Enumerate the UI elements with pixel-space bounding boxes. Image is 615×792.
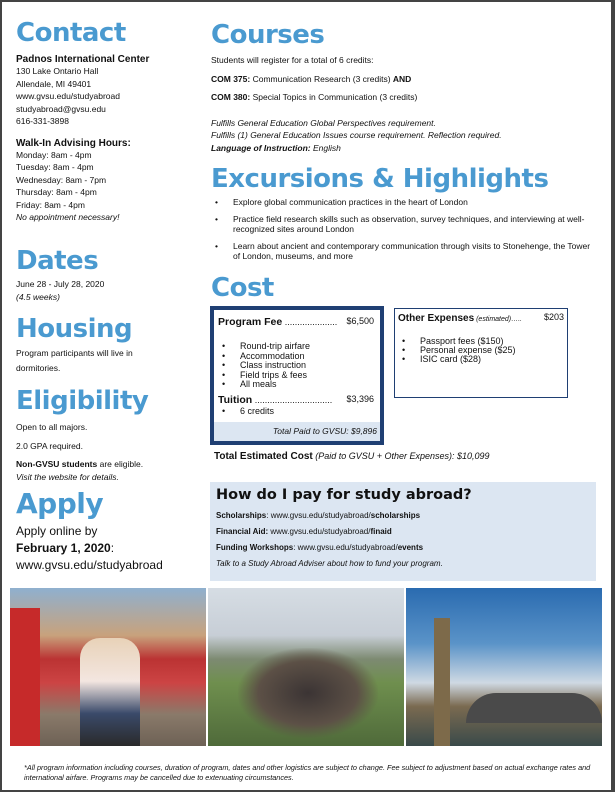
language-value: English xyxy=(310,142,341,153)
apply-text: Apply online by xyxy=(16,524,98,538)
eligibility-line: 2.0 GPA required. xyxy=(16,440,83,451)
course-1 xyxy=(211,73,601,86)
people xyxy=(80,638,140,746)
cost-heading: Cost xyxy=(211,273,274,303)
housing-text: Program participants will live in dormitories. xyxy=(16,348,133,373)
course-code: COM 380: xyxy=(211,92,251,102)
other-expenses-row xyxy=(395,309,567,324)
courses-heading: Courses xyxy=(211,20,325,50)
email-link[interactable]: studyabroad@gvsu.edu xyxy=(16,103,106,114)
program-item: • Class instruction xyxy=(218,361,376,371)
housing-heading: Housing xyxy=(16,314,133,344)
gen-ed-note: Fulfills General Education Global Perspectives requirement. xyxy=(211,117,436,128)
language-line xyxy=(211,142,601,155)
other-expenses-box xyxy=(394,308,568,398)
courses-intro: Students will register for a total of 6 credits: xyxy=(211,55,374,65)
courses-section xyxy=(211,22,601,154)
language-label: Language of Instruction: xyxy=(211,142,311,153)
excursion-item: • Practice field research skills such as observation, survey techniques, and interviewing at well-recognized sites around London xyxy=(211,214,591,235)
estimated-label: (estimated)….. xyxy=(474,316,523,323)
dots: ............................... xyxy=(252,394,333,405)
program-fee-label: Program Fee xyxy=(218,316,283,328)
program-fee-box xyxy=(210,306,384,445)
program-fee-row xyxy=(214,310,380,328)
eligibility-text: are eligible. xyxy=(97,459,144,469)
pay-heading: How do I pay for study abroad? xyxy=(216,487,472,503)
hours-line: Wednesday: 8am - 7pm xyxy=(16,174,107,185)
contact-line: 130 Lake Ontario Hall xyxy=(16,66,99,76)
org-name: Padnos International Center xyxy=(16,54,150,65)
scholarships-url-bold[interactable]: scholarships xyxy=(370,511,421,520)
excursion-item: • Explore global communication practices in the heart of London xyxy=(211,197,591,208)
flyer-page xyxy=(2,2,611,790)
course-2 xyxy=(211,91,601,104)
total-estimated-cost xyxy=(214,451,490,462)
excursions-heading: Excursions & Highlights xyxy=(211,164,549,194)
dates-range: June 28 - July 28, 2020 xyxy=(16,279,105,289)
london-street-photo xyxy=(10,588,206,746)
hours-note: No appointment necessary! xyxy=(16,212,120,222)
gen-ed-note: Fulfills (1) General Education Issues course requirement. Reflection required. xyxy=(211,130,502,140)
pay-box xyxy=(210,482,596,581)
course-name: Communication Research (3 credits) xyxy=(250,73,393,84)
workshops-url[interactable]: : www.gvsu.edu/studyabroad/ xyxy=(293,543,398,552)
contact-line: Allendale, MI 49401 xyxy=(16,78,92,89)
contact-section xyxy=(16,20,206,224)
red-phone-box xyxy=(10,608,40,746)
big-ben-tower xyxy=(434,618,450,746)
pay-note: Talk to a Study Abroad Adviser about how to fund your program. xyxy=(216,559,443,568)
contact-heading: Contact xyxy=(16,18,126,48)
apply-colon: : xyxy=(110,541,115,555)
finaid-url[interactable]: www.gvsu.edu/studyabroad/ xyxy=(268,527,371,536)
disclaimer: *All program information including courses, duration of program, dates and other logistics are subject to change. Fee subject to adjustment based on actual exchange rates and international airfare. Programs may be cancelled due to extenuating circumstances. xyxy=(24,763,591,782)
finaid-url-bold[interactable]: finaid xyxy=(370,527,392,536)
excursion-item: • Learn about ancient and contemporary communication through visits to Stonehenge, the Tower of London, museums, and more xyxy=(211,241,591,262)
hours-line: Tuesday: 8am - 4pm xyxy=(16,162,94,172)
apply-deadline-line xyxy=(16,540,206,557)
apply-section xyxy=(16,487,206,574)
hours-line: Thursday: 8am - 4pm xyxy=(16,187,97,197)
dots: ..................... xyxy=(282,317,338,327)
course-name: Special Topics in Communication (3 credits) xyxy=(250,92,418,102)
tuition-amount: $3,396 xyxy=(346,393,374,404)
dates-section xyxy=(16,248,206,303)
finaid-line xyxy=(216,524,590,540)
other-item: • ISIC card ($28) xyxy=(398,355,564,364)
bridge xyxy=(466,693,602,723)
tuition-item: • 6 credits xyxy=(218,406,376,416)
dates-heading: Dates xyxy=(16,246,99,276)
total-paid-gvsu: Total Paid to GVSU: $9,896 xyxy=(214,422,380,441)
other-item: • Passport fees ($150) xyxy=(398,337,564,346)
scholarships-line xyxy=(216,508,590,524)
and-label: AND xyxy=(392,73,412,84)
group-of-students xyxy=(238,648,378,738)
dates-duration: (4.5 weeks) xyxy=(16,291,60,302)
workshops-url-bold[interactable]: events xyxy=(397,543,424,552)
tuition-label: Tuition xyxy=(218,393,253,406)
apply-link[interactable]: www.gvsu.edu/studyabroad xyxy=(16,558,163,572)
hours-heading: Walk-In Advising Hours: xyxy=(16,137,131,149)
eligibility-heading: Eligibility xyxy=(16,386,149,416)
hours-line: Friday: 8am - 4pm xyxy=(16,199,85,210)
program-item: • Accommodation xyxy=(218,352,376,362)
other-expenses-label: Other Expenses xyxy=(398,313,475,324)
phone: 616-331-3898 xyxy=(16,116,69,126)
scholarships-label: Scholarships xyxy=(216,511,267,520)
eligibility-line xyxy=(16,458,206,471)
hours-line: Monday: 8am - 4pm xyxy=(16,149,92,160)
scholarships-url[interactable]: : www.gvsu.edu/studyabroad/ xyxy=(266,511,371,520)
apply-heading: Apply xyxy=(16,487,104,520)
apply-deadline: February 1, 2020 xyxy=(16,541,111,555)
finaid-label: Financial Aid: xyxy=(216,527,269,536)
total-label: Total Estimated Cost xyxy=(214,451,313,462)
program-fee-amount: $6,500 xyxy=(346,316,374,326)
eligibility-section xyxy=(16,388,206,483)
total-detail: (Paid to GVSU + Other Expenses): $10,099 xyxy=(312,451,490,461)
other-item: • Personal expense ($25) xyxy=(398,346,564,355)
program-item: • All meals xyxy=(218,380,376,390)
workshops-label: Funding Workshops xyxy=(216,543,294,552)
workshops-line xyxy=(216,540,590,556)
course-code: COM 375: xyxy=(211,73,251,84)
housing-section xyxy=(16,316,166,376)
eligibility-note: Visit the website for details. xyxy=(16,471,119,482)
eligibility-line: Open to all majors. xyxy=(16,422,88,432)
excursions-section xyxy=(211,166,591,262)
stonehenge-group-photo xyxy=(208,588,404,746)
program-item: • Round-trip airfare xyxy=(218,342,376,352)
program-item: • Field trips & fees xyxy=(218,371,376,381)
big-ben-photo xyxy=(406,588,602,746)
tuition-row xyxy=(214,390,380,406)
other-expenses-amount: $203 xyxy=(543,312,564,322)
website-link[interactable]: www.gvsu.edu/studyabroad xyxy=(16,91,120,101)
eligibility-bold: Non-GVSU students xyxy=(16,459,98,469)
